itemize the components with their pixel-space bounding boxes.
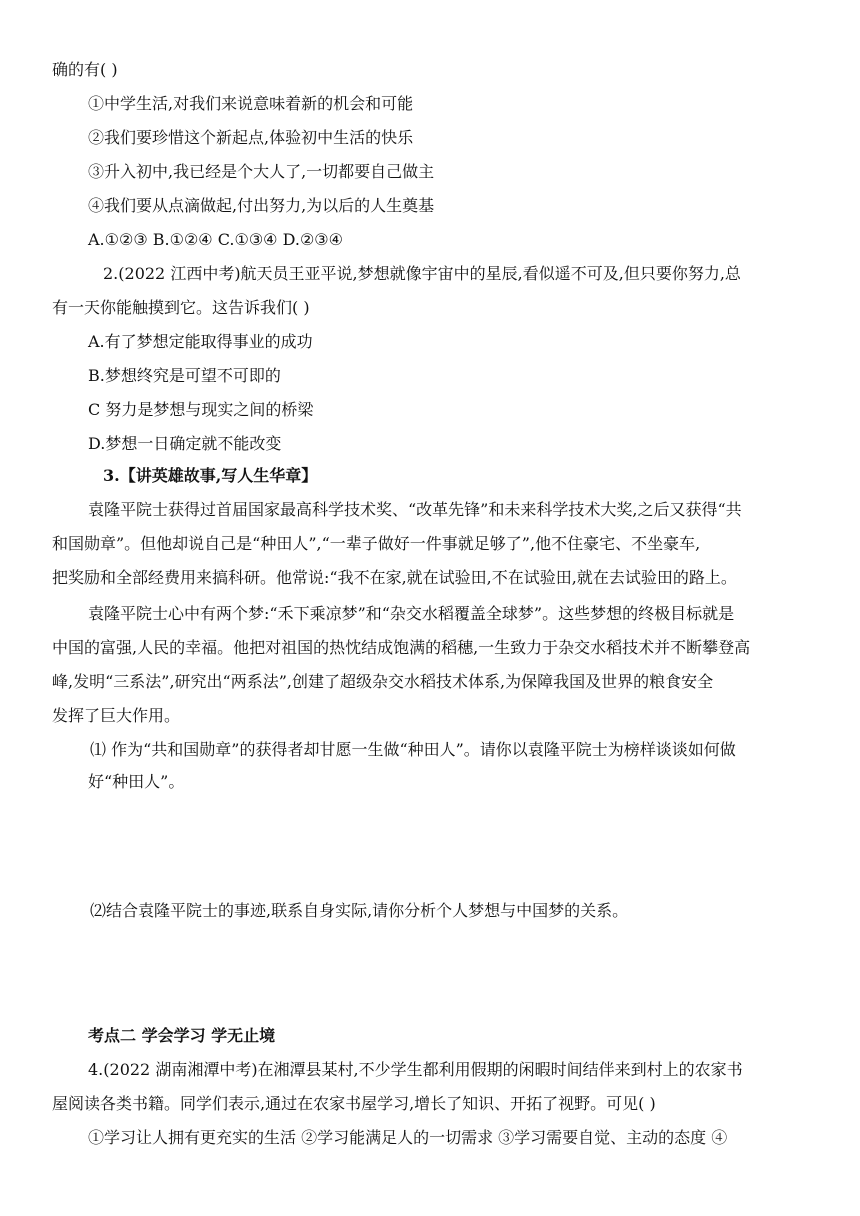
q2-stem-line2: 有一天你能触摸到它。这告诉我们( ) <box>52 298 310 317</box>
q3-sub2: ⑵结合袁隆平院士的事迹,联系自身实际,请你分析个人梦想与中国梦的关系。 <box>90 901 629 920</box>
q1-option-2: ②我们要珍惜这个新起点,体验初中生活的快乐 <box>88 128 414 147</box>
q3-para1-line2: 和国勋章”。但他却说自己是“种田人”,“一辈子做好一件事就足够了”,他不住豪宅、不坐豪车, <box>52 534 701 553</box>
q3-para2-line4: 发挥了巨大作用。 <box>52 706 181 725</box>
q1-option-3: ③升入初中,我已经是个大人了,一切都要自己做主 <box>88 162 435 181</box>
q1-option-4: ④我们要从点滴做起,付出努力,为以后的人生奠基 <box>88 196 435 215</box>
q1-option-1: ①中学生活,对我们来说意味着新的机会和可能 <box>88 94 414 113</box>
q3-sub1-line1: ⑴ 作为“共和国勋章”的获得者却甘愿一生做“种田人”。请你以袁隆平院士为榜样谈谈如何做 <box>90 740 736 759</box>
q1-stem-tail: 确的有( ) <box>52 60 118 79</box>
section2-heading: 考点二 学会学习 学无止境 <box>88 1026 276 1045</box>
q3-para2-line1: 袁隆平院士心中有两个梦:“禾下乘凉梦”和“杂交水稻覆盖全球梦”。这些梦想的终极目标就是 <box>88 604 735 623</box>
q2-stem-line1: 2.(2022 江西中考)航天员王亚平说,梦想就像宇宙中的星辰,看似遥不可及,但只要你努力,总 <box>103 264 741 283</box>
q3-para2-line2: 中国的富强,人民的幸福。他把对祖国的热忱结成饱满的稻穗,一生致力于杂交水稻技术并不断攀登高 <box>52 638 751 657</box>
q4-stem-line2: 屋阅读各类书籍。同学们表示,通过在农家书屋学习,增长了知识、开拓了视野。可见( ) <box>52 1094 656 1113</box>
q3-heading: 3.【讲英雄故事,写人生华章】 <box>103 466 318 485</box>
q3-para2-line3: 峰,发明“三系法”,研究出“两系法”,创建了超级杂交水稻技术体系,为保障我国及世界的粮食安全 <box>52 672 714 691</box>
q2-option-c: C 努力是梦想与现实之间的桥梁 <box>88 400 314 419</box>
q4-stem-line1: 4.(2022 湖南湘潭中考)在湘潭县某村,不少学生都利用假期的闲暇时间结伴来到村上的农家书 <box>88 1060 743 1079</box>
q2-option-a: A.有了梦想定能取得事业的成功 <box>88 332 313 351</box>
q3-para1-line1: 袁隆平院士获得过首届国家最高科学技术奖、“改革先锋”和未来科学技术大奖,之后又获得“共 <box>88 500 742 519</box>
q3-para1-line3: 把奖励和全部经费用来搞科研。他常说:“我不在家,就在试验田,不在试验田,就在去试验田的路上。 <box>52 568 737 587</box>
q1-choices: A.①②③ B.①②④ C.①③④ D.②③④ <box>88 230 343 249</box>
q3-sub1-line2: 好“种田人”。 <box>88 772 185 791</box>
q4-options-line: ①学习让人拥有更充实的生活 ②学习能满足人的一切需求 ③学习需要自觉、主动的态度 ④ <box>88 1128 728 1147</box>
q2-option-d: D.梦想一日确定就不能改变 <box>88 434 282 453</box>
q2-option-b: B.梦想终究是可望不可即的 <box>88 366 281 385</box>
